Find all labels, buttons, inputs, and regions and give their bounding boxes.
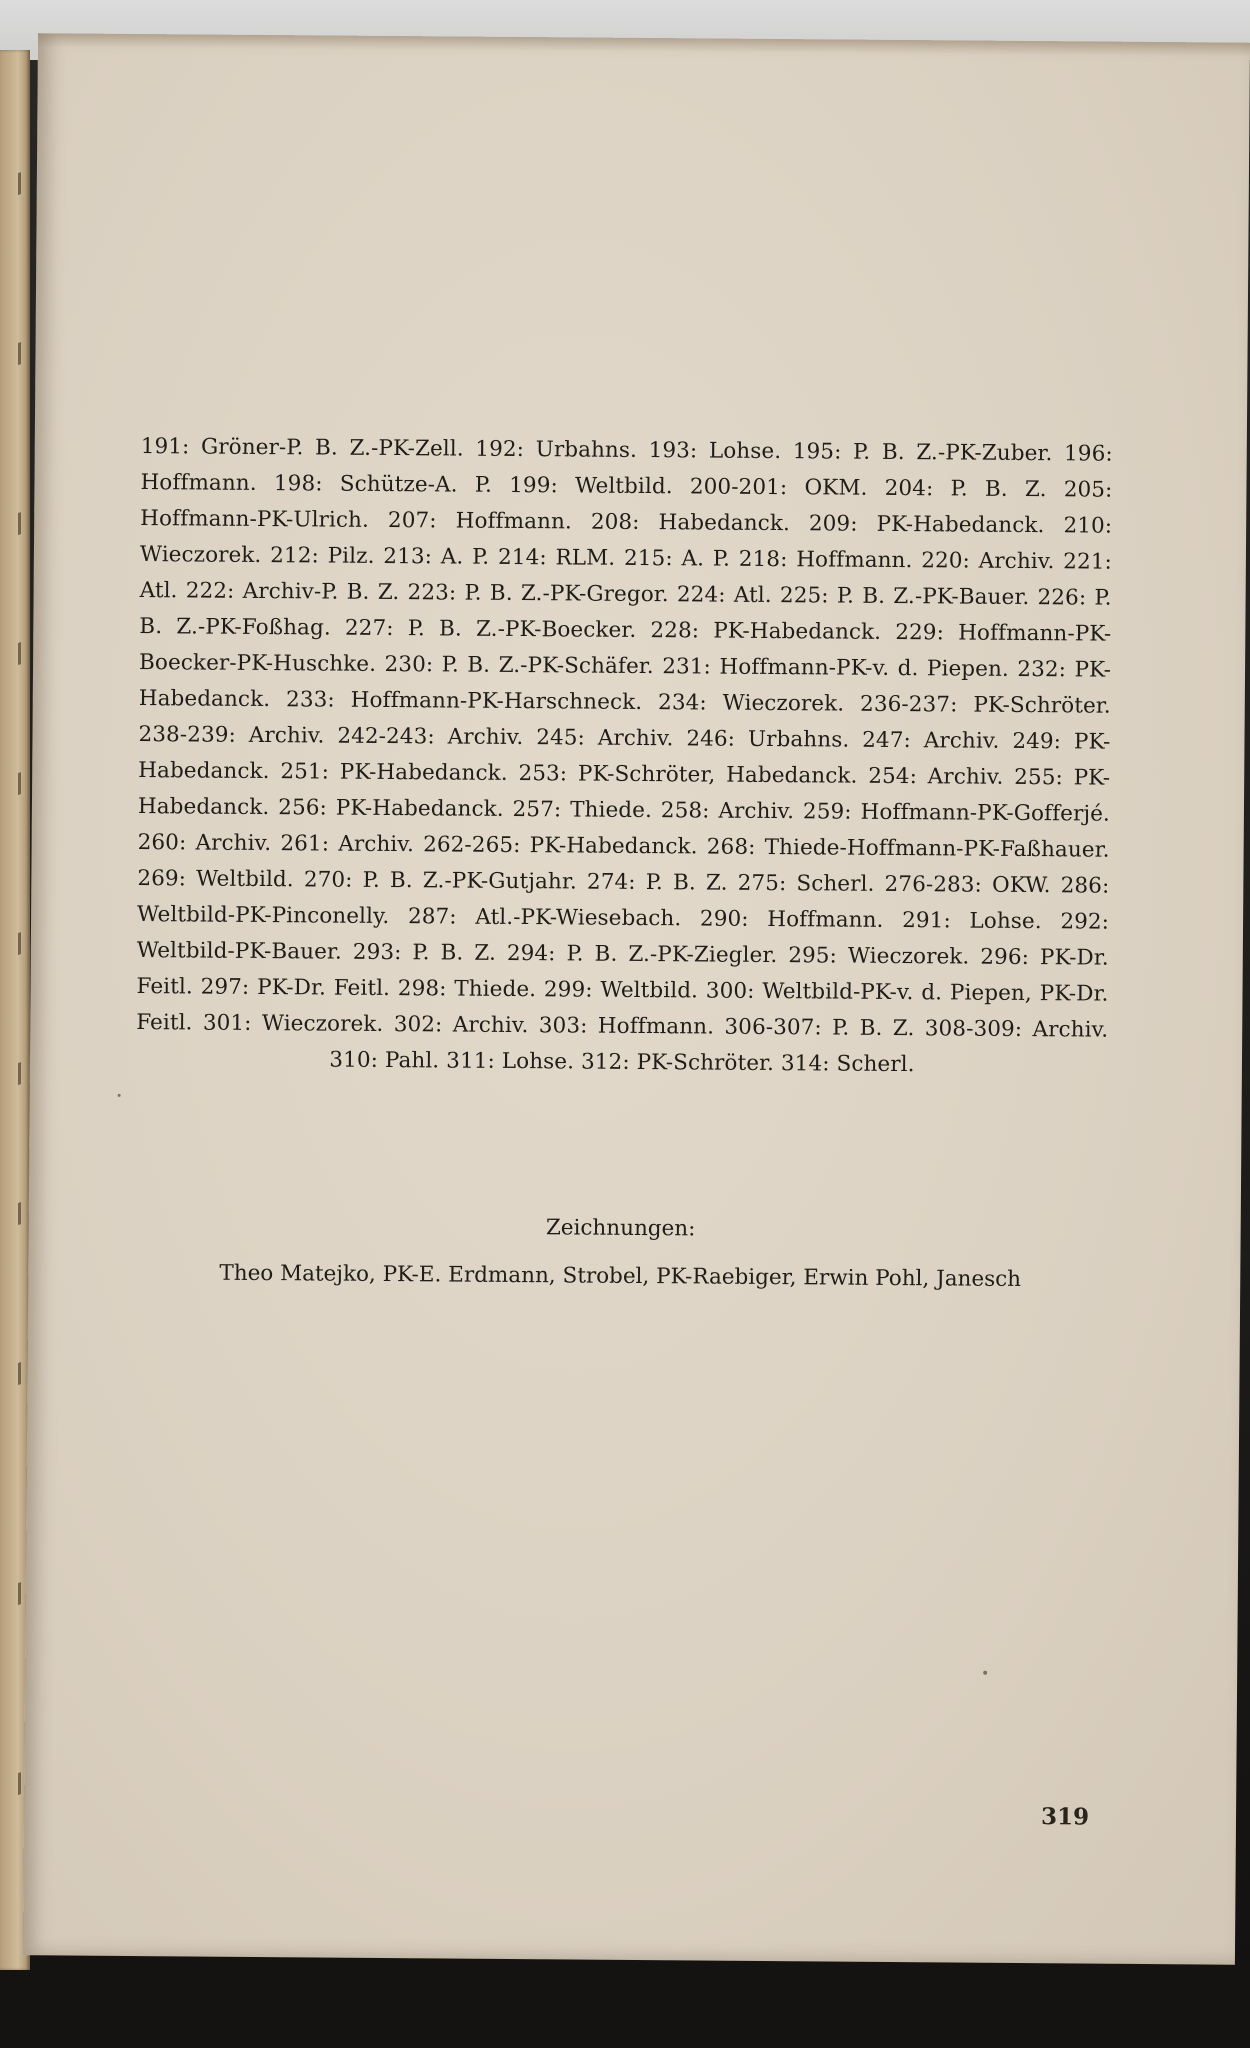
photo-credits-paragraph: 191: Gröner-P. B. Z.-PK-Zell. 192: Urbahns. 193: Lohse. 195: P. B. Z.-PK-Zuber. 196: Hoffmann. 198: Schütze-A. P. 199: Weltbild. 200-201: OKM. 204: P. B. Z. 205: Hoffmann-PK-Ulrich. 207: Hoffmann. 208: Habedanck. 209: PK-Habedanck. 210: Wieczorek. 212: Pilz. 213: A. P. 214: RLM. 215: A. P. 218: Hoffmann. 220: Archiv. 221: Atl. 222: Archiv-P. B. Z. 223: P. B. Z.-PK-Gregor. 224: Atl. 225: P. B. Z.-PK-Bauer. 226: P. B. Z.-PK-Foßhag. 227: P. B. Z.-PK-Boecker. 228: PK-Habedanck. 229: Hoffmann-PK-Boecker-PK-Huschke. 230: P. B. Z.-PK-Schäfer. 231: Hoffmann-PK-v. d. Piepen. 232: PK-Habedanck. 233: Hoffmann-PK-Harschneck. 234: Wieczorek. 236-237: PK-Schröter. 238-239: Archiv. 242-243: Archiv. 245: Archiv. 246: Urbahns. 247: Archiv. 249: PK-Habedanck. 251: PK-Habedanck. 253: PK-Schröter, Habedanck. 254: Archiv. 255: PK-Habedanck. 256: PK-Habedanck. 257: Thiede. 258: Archiv. 259: Hoffmann-PK-Gofferjé. 260: Archiv. 261: Archiv. 262-265: PK-Habedanck. 268: Thiede-Hoffmann-PK-Faßhauer. 269: Weltbild. 270: P. B. Z.-PK-Gutjahr. 274: P. B. Z. 275: Scherl. 276-283: OKW. 286: Weltbild-PK-Pinconelly. 287: Atl.-PK-Wiesebach. 290: Hoffmann. 291: Lohse. 292: Weltbild-PK-Bauer. 293: P. B. Z. 294: P. B. Z.-PK-Ziegler. 295: Wieczorek. 296: PK-Dr. Feitl. 297: PK-Dr. Feitl. 298: Thiede. 299: Weltbild. 300: Weltbild-PK-v. d. Piepen, PK-Dr. Feitl. 301: Wieczorek. 302: Archiv. 303: Hoffmann. 306-307: P. B. Z. 308-309: Archiv. 310: Pahl. 311: Lohse. 312: PK-Schröter. 314: Scherl. xyxy=(136,434,1113,1078)
binding-stitch xyxy=(18,167,35,195)
book-page xyxy=(23,33,1250,1964)
drawings-heading: Zeichnungen: xyxy=(545,1215,696,1242)
table-surface-bottom xyxy=(0,1960,1250,2048)
page-number: 319 xyxy=(1040,1803,1090,1831)
drawings-names: Theo Matejko, PK-E. Erdmann, Strobel, PK-Raebiger, Erwin Pohl, Janesch xyxy=(219,1260,1022,1292)
binding-stitch xyxy=(18,507,35,535)
binding-stitch xyxy=(18,337,35,365)
paper-speck xyxy=(118,1094,121,1097)
paper-speck xyxy=(983,1671,987,1675)
